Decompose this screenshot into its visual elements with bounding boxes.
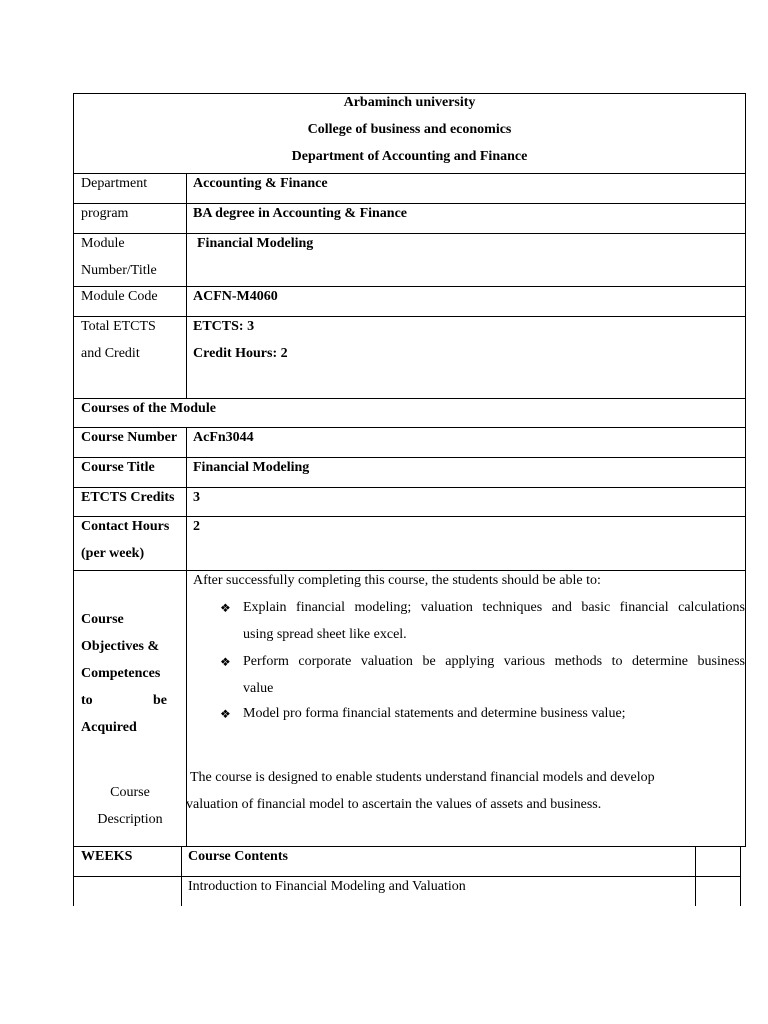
objective-item-3-line-1: Model pro forma financial statements and determine business value; [243,706,626,721]
courses-heading: Courses of the Module [81,401,216,416]
diamond-bullet-icon: ❖ [220,655,231,669]
objectives-intro: After successfully completing this course, the students should be able to: [193,573,601,588]
row-divider [73,233,746,234]
label-objectives-1: Course [81,612,124,627]
row-divider [73,427,746,428]
label-contact-hours-2: (per week) [81,546,145,561]
content-row-1: Introduction to Financial Modeling and Valuation [188,879,466,894]
label-module-code: Module Code [81,289,158,304]
row-divider [73,398,746,399]
row-divider [73,487,746,488]
diamond-bullet-icon: ❖ [220,707,231,721]
label-contact-hours-1: Contact Hours [81,519,170,534]
row-divider [73,286,746,287]
row-divider [73,316,746,317]
label-department: Department [81,176,148,191]
objective-item-1-line-2: using spread sheet like excel. [243,627,407,642]
row-divider [73,876,741,877]
label-description-1: Course [110,785,150,800]
value-module-title: Financial Modeling [197,236,314,251]
department-name: Department of Accounting and Finance [291,149,528,164]
description-line-2: valuation of financial model to ascertain the values of assets and business. [186,797,602,812]
label-objectives-3: Competences [81,666,161,681]
value-department: Accounting & Finance [193,176,328,191]
label-etcts-credits: ETCTS Credits [81,490,175,505]
objective-item-2-line-2: value [243,681,274,696]
row-divider [73,570,746,571]
column-divider [186,427,187,847]
label-description-2: Description [97,812,163,827]
row-divider [73,457,746,458]
label-objectives-6: Acquired [81,720,137,735]
label-total-etcts-1: Total ETCTS [81,319,156,334]
value-course-number: AcFn3044 [193,430,254,445]
label-objectives-2: Objectives & [81,639,160,654]
value-program: BA degree in Accounting & Finance [193,206,408,221]
contents-column-header: Course Contents [188,849,288,864]
university-name: Arbaminch university [343,95,476,110]
weeks-column-header: WEEKS [81,849,133,864]
objective-item-1-line-1: Explain financial modeling; valuation techniques and basic financial calculations [243,600,745,615]
value-etcts-credits: 3 [193,490,200,505]
row-divider [73,173,746,174]
value-credit-hours: Credit Hours: 2 [193,346,288,361]
diamond-bullet-icon: ❖ [220,601,231,615]
value-course-title: Financial Modeling [193,460,310,475]
label-objectives-5: be [153,693,167,708]
value-etcts: ETCTS: 3 [193,319,255,334]
label-total-etcts-2: and Credit [81,346,140,361]
label-module-number-title-1: Module [81,236,125,251]
table-border-right [745,93,746,847]
label-objectives-4: to [81,693,93,708]
label-program: program [81,206,129,221]
value-contact-hours: 2 [193,519,200,534]
row-divider [73,203,746,204]
description-line-1: The course is designed to enable students understand financial models and develop [190,770,655,785]
label-course-number: Course Number [81,430,178,445]
objective-item-2-line-1: Perform corporate valuation be applying various methods to determine business [243,654,745,669]
label-course-title: Course Title [81,460,155,475]
row-divider [73,516,746,517]
value-module-code: ACFN-M4060 [193,289,278,304]
college-name: College of business and economics [307,122,512,137]
label-module-number-title-2: Number/Title [81,263,157,278]
row-divider [73,846,746,847]
